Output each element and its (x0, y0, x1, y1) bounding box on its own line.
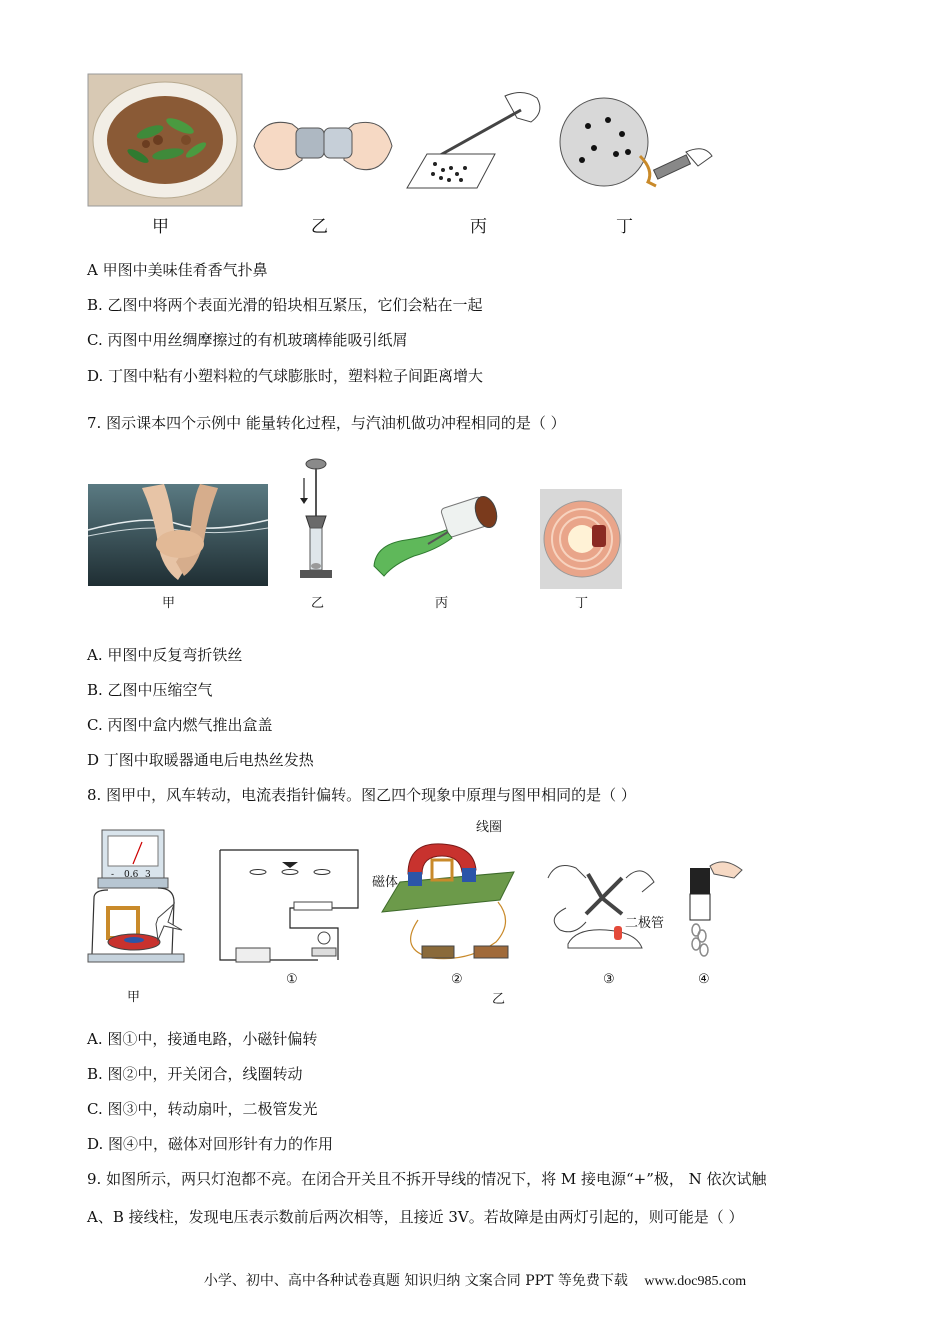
q6-caption-bing: 丙 (470, 217, 487, 237)
q8-option-b: B. 图②中，开关闭合，线圈转动 (87, 1065, 303, 1083)
q8-meter-06: 0.6 (124, 870, 139, 880)
q7-caption-bing: 丙 (435, 596, 449, 611)
page-footer (0, 1270, 950, 1290)
q9-stem-line1: 9. 如图所示，两只灯泡都不亮。在闭合开关且不拆开导线的情况下，将 M 接电源“+”极， N 依次试触 (87, 1170, 767, 1188)
bending-wire-figure (88, 484, 268, 586)
q8-label-magnet: 磁体 (372, 875, 399, 890)
fan-diode-figure (546, 858, 658, 962)
q7-caption-ding: 丁 (575, 596, 589, 611)
q8-caption-2: ② (451, 972, 463, 987)
q6-option-c: C. 丙图中用丝绸摩擦过的有机玻璃棒能吸引纸屑 (87, 331, 408, 349)
q7-option-d: D 丁图中取暖器通电后电热丝发热 (87, 751, 314, 769)
q8-option-a: A. 图①中，接通电路，小磁针偏转 (87, 1030, 318, 1048)
q8-label-coil: 线圈 (476, 820, 503, 835)
footer-url[interactable]: www.doc985.com (644, 1274, 747, 1289)
q8-option-d: D. 图④中，磁体对回形针有力的作用 (87, 1135, 334, 1153)
q6-caption-jia: 甲 (152, 217, 169, 237)
balloon-figure (558, 96, 714, 196)
q7-option-b: B. 乙图中压缩空气 (87, 681, 213, 699)
windmill-generator-figure (88, 830, 186, 970)
q8-caption-yi: 乙 (492, 992, 506, 1007)
q8-caption-jia: 甲 (127, 990, 141, 1005)
heater-figure (540, 489, 622, 589)
q8-meter-minus: - (111, 870, 115, 880)
q6-caption-ding: 丁 (616, 217, 633, 237)
air-compression-figure (296, 458, 336, 582)
q8-stem: 8. 图甲中，风车转动，电流表指针偏转。图乙四个现象中原理与图甲相同的是（ ） (87, 786, 636, 804)
footer-text: 小学、初中、高中各种试卷真题 知识归纳 文案合同 PPT 等免费下载 (203, 1273, 628, 1289)
rod-paper-figure (405, 88, 547, 192)
q6-option-a: A 甲图中美味佳肴香气扑鼻 (87, 261, 268, 279)
q9-stem-line2: A、B 接线柱，发现电压表示数前后两次相等，且接近 3V。若故障是由两灯引起的，则可能是（ ） (87, 1208, 744, 1226)
food-dish-figure (88, 74, 242, 206)
q6-option-b: B. 乙图中将两个表面光滑的铅块相互紧压，它们会粘在一起 (87, 296, 483, 314)
q7-stem: 7. 图示课本四个示例中 能量转化过程，与汽油机做功冲程相同的是（ ） (87, 414, 566, 432)
q7-caption-jia: 甲 (162, 596, 176, 611)
q6-caption-yi: 乙 (311, 217, 328, 237)
circuit-compass-figure (218, 848, 362, 966)
q8-meter-3: 3 (145, 870, 151, 880)
q8-caption-3: ③ (603, 972, 615, 987)
q8-option-c: C. 图③中，转动扇叶，二极管发光 (87, 1100, 318, 1118)
lead-blocks-figure (252, 106, 394, 176)
magnet-clips-figure (684, 856, 746, 960)
q8-caption-4: ④ (698, 972, 710, 987)
spark-box-figure (366, 494, 502, 580)
q7-option-c: C. 丙图中盒内燃气推出盒盖 (87, 716, 273, 734)
q8-label-diode: 二极管 (625, 916, 665, 931)
q7-caption-yi: 乙 (311, 596, 325, 611)
motor-coil-figure (378, 842, 518, 966)
q8-caption-1: ① (286, 972, 298, 987)
q6-option-d: D. 丁图中粘有小塑料粒的气球膨胀时，塑料粒子间距离增大 (87, 367, 484, 385)
q7-option-a: A. 甲图中反复弯折铁丝 (87, 646, 243, 664)
